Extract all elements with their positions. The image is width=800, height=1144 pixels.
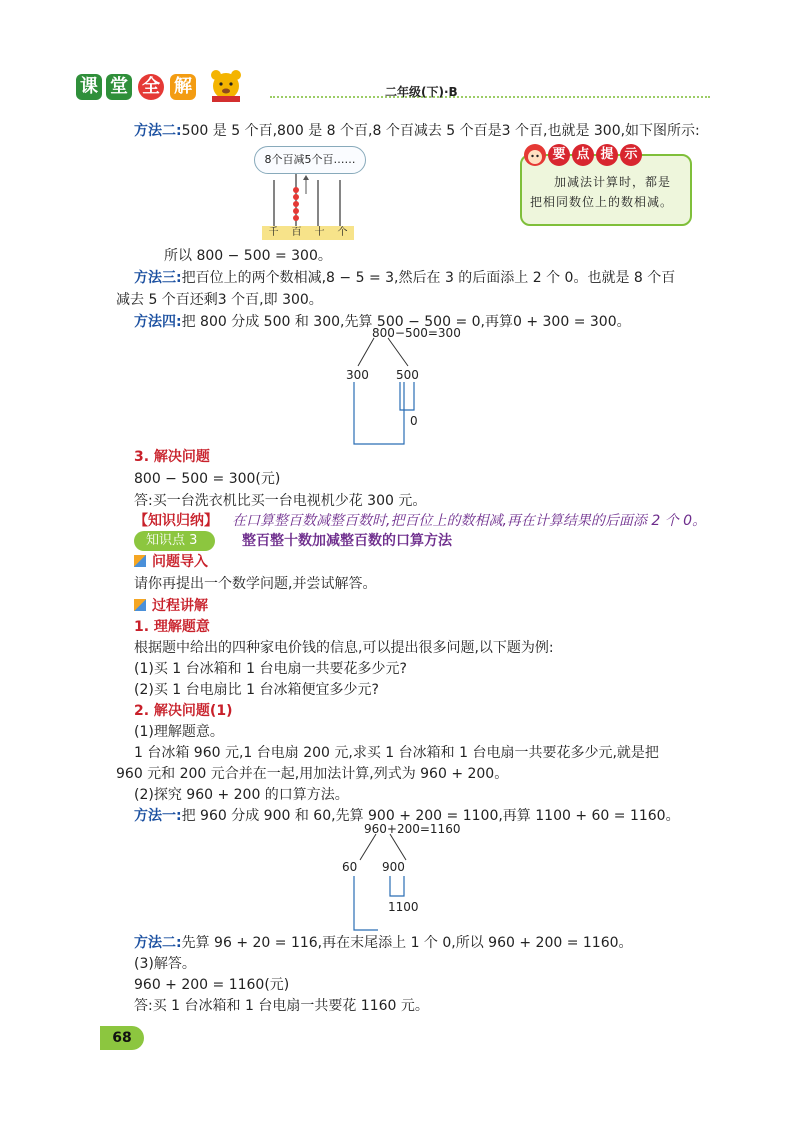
logo-char: 全: [138, 74, 164, 100]
text-line: 减去 5 个百还剩3 个百,即 300。: [116, 292, 323, 308]
summary-label: 【知识归纳】: [134, 513, 218, 529]
paragraph: 1 台冰箱 960 元,1 台电扇 200 元,求买 1 台冰箱和 1 台电扇一共要花多少元,就是把: [134, 745, 659, 761]
place-label: 十: [314, 227, 325, 238]
method-label: 方法二:: [134, 935, 182, 951]
tip-title-char: 点: [572, 144, 594, 166]
method-label: 方法四:: [134, 314, 182, 330]
paragraph: 960 元和 200 元合并在一起,用加法计算,列式为 960 + 200。: [116, 766, 509, 782]
split-lines: [336, 820, 466, 936]
abacus-labels: [262, 226, 354, 240]
knowledge-summary: [134, 511, 706, 531]
diagram-part: 300: [346, 368, 369, 382]
diagram-equation: 800−500=300: [372, 326, 461, 340]
split-diagram-1: [336, 326, 461, 450]
cube-icon: [134, 555, 146, 567]
tip-text: 加减法计算时，都是把相同数位上的数相减。: [530, 175, 674, 209]
intro-heading: [134, 552, 208, 572]
grade-label: 二年级(下)·B: [385, 85, 458, 99]
method-text: 先算 96 + 20 = 116,再在末尾添上 1 个 0,所以 960 + 200 = 1160。: [181, 935, 633, 951]
method-text: 把 800 分成 500 和 300,先算 500 − 500 = 0,再算0 + 300 = 300。: [181, 314, 631, 330]
book-logo: [76, 74, 266, 102]
diagram-result: 1100: [388, 900, 419, 914]
diagram-part: 60: [342, 860, 358, 874]
method2b-line: [134, 933, 633, 953]
equation: 960 + 200 = 1160(元): [134, 977, 290, 993]
diagram-part: 900: [382, 860, 405, 874]
text-line: 所以 800 − 500 = 300。: [164, 248, 332, 264]
step: (3)解答。: [134, 956, 196, 972]
equation: 800 − 500 = 300(元): [134, 471, 281, 487]
logo-char: 解: [170, 74, 196, 100]
subheading: 1. 理解题意: [134, 619, 210, 635]
intro-text: 请你再提出一个数学问题,并尝试解答。: [134, 576, 377, 592]
process-heading: [134, 596, 208, 616]
abacus-bubble: 8个百减5个百……: [254, 146, 366, 174]
method-text: 500 是 5 个百,800 是 8 个百,8 个百减去 5 个百是3 个百,也就是 300,如下图所示:: [181, 123, 700, 139]
process-heading-text: 过程讲解: [152, 598, 208, 614]
answer: 答:买 1 台冰箱和 1 台电扇一共要花 1160 元。: [134, 998, 429, 1014]
method-label: 方法三:: [134, 270, 182, 286]
tip-title-char: 要: [548, 144, 570, 166]
diagram-result: 0: [410, 414, 418, 428]
cube-icon: [134, 599, 146, 611]
knowledge-point-title: 整百整十数加减整百数的口算方法: [242, 533, 452, 549]
knowledge-point-badge: 知识点 3: [134, 531, 215, 551]
paragraph: 根据题中给出的四种家电价钱的信息,可以提出很多问题,以下题为例:: [134, 640, 554, 656]
diagram-part: 500: [396, 368, 419, 382]
answer: 答:买一台洗衣机比买一台电视机少花 300 元。: [134, 493, 427, 509]
method3-line: [134, 268, 675, 288]
step: (2)探究 960 + 200 的口算方法。: [134, 787, 349, 803]
tip-title-char: 示: [620, 144, 642, 166]
place-label: 个: [337, 227, 348, 238]
place-label: 千: [268, 227, 279, 238]
section-heading: 3. 解决问题: [134, 449, 210, 465]
tip-title-char: 提: [596, 144, 618, 166]
summary-text: 在口算整百数减整百数时,把百位上的数相减,再在计算结果的后面添 2 个 0。: [232, 513, 707, 529]
header-divider: [270, 96, 710, 98]
method-label: 方法一:: [134, 808, 182, 824]
place-label: 百: [291, 227, 302, 238]
split-lines: [336, 326, 456, 450]
page-number: 68: [100, 1026, 144, 1050]
method-text: 把 960 分成 900 和 60,先算 900 + 200 = 1100,再算 1100 + 60 = 1160。: [181, 808, 680, 824]
diagram-equation: 960+200=1160: [364, 822, 461, 836]
girl-mascot-icon: [522, 140, 548, 168]
bear-mascot-icon: [206, 68, 246, 102]
method-label: 方法二:: [134, 123, 182, 139]
method2-line: [134, 121, 700, 141]
intro-heading-text: 问题导入: [152, 554, 208, 570]
tip-title: [548, 144, 642, 166]
method-text: 把百位上的两个数相减,8 − 5 = 3,然后在 3 的后面添上 2 个 0。也就是 8 个百: [181, 270, 676, 286]
subheading: 2. 解决问题(1): [134, 703, 233, 719]
question: (1)买 1 台冰箱和 1 台电扇一共要花多少元?: [134, 661, 407, 677]
split-diagram-2: [336, 820, 466, 936]
step: (1)理解题意。: [134, 724, 224, 740]
question: (2)买 1 台电扇比 1 台冰箱便宜多少元?: [134, 682, 379, 698]
logo-char: 课: [76, 74, 102, 100]
logo-char: 堂: [106, 74, 132, 100]
